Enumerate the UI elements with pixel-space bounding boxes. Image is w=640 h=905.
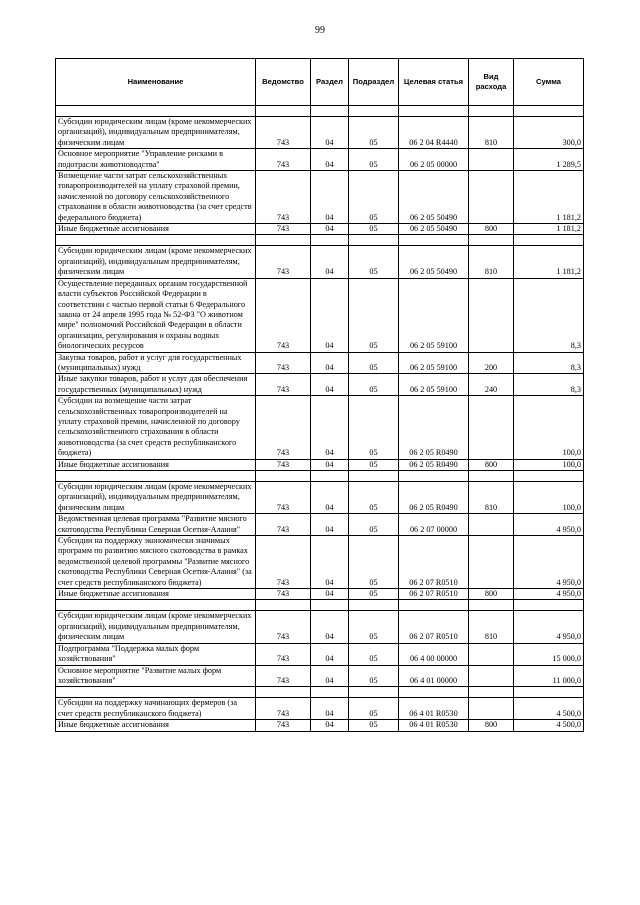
- table-row: [56, 643, 584, 665]
- row-target: 06 4 00 00000: [399, 643, 469, 665]
- row-amount: 4 950,0: [514, 611, 584, 643]
- row-target: 06 2 07 00000: [399, 514, 469, 536]
- table-row: [56, 482, 584, 514]
- table-row: [56, 611, 584, 643]
- row-section: 04: [311, 589, 349, 600]
- table-row: [56, 720, 584, 731]
- row-subsection: 05: [349, 698, 399, 720]
- table-row: [56, 396, 584, 459]
- row-dept: 743: [256, 589, 311, 600]
- table-row: [56, 514, 584, 536]
- row-section: 04: [311, 224, 349, 235]
- row-target: 06 2 05 50490: [399, 246, 469, 278]
- row-exp-type: 800: [469, 224, 514, 235]
- row-exp-type: [469, 536, 514, 589]
- row-amount: 100,0: [514, 396, 584, 459]
- row-amount: 1 181,2: [514, 224, 584, 235]
- table-spacer: [56, 600, 584, 611]
- row-target: 06 4 01 R0530: [399, 720, 469, 731]
- row-amount: 8,3: [514, 352, 584, 374]
- row-exp-type: [469, 514, 514, 536]
- row-name: Подпрограмма "Поддержка малых форм хозяйствования": [56, 643, 256, 665]
- table-row: [56, 374, 584, 396]
- row-name: Основное мероприятие "Управление рисками в подотрасли животноводства": [56, 149, 256, 171]
- table-row: [56, 589, 584, 600]
- row-name: Иные бюджетные ассигнования: [56, 720, 256, 731]
- row-name: Субсидии юридическим лицам (кроме некоммерческих организаций), индивидуальным предпринимателям, физическим лицам: [56, 482, 256, 514]
- table-row: [56, 536, 584, 589]
- table-row: [56, 665, 584, 687]
- row-target: 06 2 05 R0490: [399, 396, 469, 459]
- row-subsection: 05: [349, 224, 399, 235]
- row-exp-type: [469, 665, 514, 687]
- page-number: 99: [315, 25, 325, 36]
- row-exp-type: 810: [469, 117, 514, 149]
- row-dept: 743: [256, 459, 311, 470]
- row-exp-type: [469, 149, 514, 171]
- row-name: Субсидии юридическим лицам (кроме некоммерческих организаций), индивидуальным предпринимателям, физическим лицам: [56, 117, 256, 149]
- row-name: Иные закупки товаров, работ и услуг для обеспечения государственных (муниципальных) нужд: [56, 374, 256, 396]
- row-exp-type: 800: [469, 589, 514, 600]
- row-dept: 743: [256, 224, 311, 235]
- row-subsection: 05: [349, 482, 399, 514]
- table-row: [56, 246, 584, 278]
- row-section: 04: [311, 643, 349, 665]
- row-subsection: 05: [349, 665, 399, 687]
- row-subsection: 05: [349, 396, 399, 459]
- row-amount: 4 950,0: [514, 589, 584, 600]
- row-target: 06 2 07 R0510: [399, 611, 469, 643]
- row-dept: 743: [256, 643, 311, 665]
- row-name: Закупка товаров, работ и услуг для государственных (муниципальных) нужд: [56, 352, 256, 374]
- row-section: 04: [311, 278, 349, 352]
- row-target: 06 2 05 00000: [399, 149, 469, 171]
- row-exp-type: [469, 698, 514, 720]
- row-target: 06 2 05 50490: [399, 171, 469, 224]
- row-amount: 15 000,0: [514, 643, 584, 665]
- row-dept: 743: [256, 246, 311, 278]
- row-section: 04: [311, 171, 349, 224]
- row-amount: 4 950,0: [514, 536, 584, 589]
- row-exp-type: [469, 396, 514, 459]
- row-section: 04: [311, 698, 349, 720]
- row-amount: 1 181,2: [514, 246, 584, 278]
- row-name: Иные бюджетные ассигнования: [56, 459, 256, 470]
- header-amount: Сумма: [514, 59, 584, 106]
- row-dept: 743: [256, 278, 311, 352]
- table-spacer: [56, 687, 584, 698]
- row-dept: 743: [256, 611, 311, 643]
- row-dept: 743: [256, 536, 311, 589]
- row-amount: 100,0: [514, 459, 584, 470]
- row-subsection: 05: [349, 278, 399, 352]
- row-subsection: 05: [349, 459, 399, 470]
- row-name: Субсидии на возмещение части затрат сельскохозяйственных товаропроизводителей на уплату страховой премии, начисленной по договору сельскохозяйственного страхования в области животноводства (за счет средств республиканского бюджета): [56, 396, 256, 459]
- row-dept: 743: [256, 117, 311, 149]
- row-section: 04: [311, 536, 349, 589]
- table-row: [56, 278, 584, 352]
- table-row: [56, 352, 584, 374]
- row-target: 06 2 05 59100: [399, 278, 469, 352]
- row-amount: 11 000,0: [514, 665, 584, 687]
- header-subsection: Подраздел: [349, 59, 399, 106]
- row-exp-type: 800: [469, 720, 514, 731]
- row-exp-type: 810: [469, 482, 514, 514]
- row-section: 04: [311, 611, 349, 643]
- table-spacer: [56, 235, 584, 246]
- row-target: 06 4 01 R0530: [399, 698, 469, 720]
- row-amount: 300,0: [514, 117, 584, 149]
- row-target: 06 2 04 R4440: [399, 117, 469, 149]
- row-dept: 743: [256, 720, 311, 731]
- row-subsection: 05: [349, 149, 399, 171]
- row-dept: 743: [256, 396, 311, 459]
- row-name: Ведомственная целевая программа "Развитие мясного скотоводства Республики Северная Осетия-Алания": [56, 514, 256, 536]
- row-target: 06 2 07 R0510: [399, 589, 469, 600]
- header-section: Раздел: [311, 59, 349, 106]
- row-exp-type: [469, 643, 514, 665]
- row-exp-type: 800: [469, 459, 514, 470]
- row-target: 06 2 07 R0510: [399, 536, 469, 589]
- row-amount: 4 950,0: [514, 514, 584, 536]
- header-dept: Ведомство: [256, 59, 311, 106]
- row-subsection: 05: [349, 643, 399, 665]
- row-name: Иные бюджетные ассигнования: [56, 224, 256, 235]
- row-section: 04: [311, 482, 349, 514]
- row-exp-type: [469, 278, 514, 352]
- row-subsection: 05: [349, 720, 399, 731]
- row-exp-type: 810: [469, 246, 514, 278]
- row-exp-type: 200: [469, 352, 514, 374]
- row-dept: 743: [256, 149, 311, 171]
- row-section: 04: [311, 665, 349, 687]
- row-exp-type: [469, 171, 514, 224]
- row-name: Субсидии юридическим лицам (кроме некоммерческих организаций), индивидуальным предпринимателям, физическим лицам: [56, 246, 256, 278]
- row-subsection: 05: [349, 514, 399, 536]
- row-target: 06 2 05 R0490: [399, 482, 469, 514]
- table-row: [56, 171, 584, 224]
- table-header-row: [56, 59, 584, 106]
- row-subsection: 05: [349, 611, 399, 643]
- row-subsection: 05: [349, 352, 399, 374]
- row-dept: 743: [256, 665, 311, 687]
- budget-table: [55, 58, 584, 732]
- row-section: 04: [311, 514, 349, 536]
- row-exp-type: 240: [469, 374, 514, 396]
- row-name: Возмещение части затрат сельскохозяйственных товаропроизводителей на уплату страховой премии, начисленной по договору сельскохозяйственного страхования в области животноводства (за счет средств федерального бюджета): [56, 171, 256, 224]
- row-section: 04: [311, 246, 349, 278]
- row-name: Субсидии на поддержку начинающих фермеров (за счет средств республиканского бюджета): [56, 698, 256, 720]
- row-subsection: 05: [349, 536, 399, 589]
- row-amount: 1 181,2: [514, 171, 584, 224]
- row-name: Субсидии на поддержку экономически значимых программ по развитию мясного скотоводства в рамках ведомственной целевой программы "Развитие мясного скотоводства Республики Северная Осетия-Алания" (за счет средств республиканского бюджета): [56, 536, 256, 589]
- row-target: 06 2 05 50490: [399, 224, 469, 235]
- row-subsection: 05: [349, 374, 399, 396]
- table-row: [56, 117, 584, 149]
- header-exp-type: Вид расхода: [469, 59, 514, 106]
- row-target: 06 2 05 R0490: [399, 459, 469, 470]
- row-subsection: 05: [349, 117, 399, 149]
- table-row: [56, 459, 584, 470]
- table-spacer: [56, 471, 584, 482]
- row-section: 04: [311, 352, 349, 374]
- header-name: Наименование: [56, 59, 256, 106]
- row-subsection: 05: [349, 589, 399, 600]
- row-name: Иные бюджетные ассигнования: [56, 589, 256, 600]
- row-target: 06 2 05 59100: [399, 352, 469, 374]
- row-dept: 743: [256, 374, 311, 396]
- row-section: 04: [311, 149, 349, 171]
- header-target: Целевая статья: [399, 59, 469, 106]
- row-name: Субсидии юридическим лицам (кроме некоммерческих организаций), индивидуальным предпринимателям, физическим лицам: [56, 611, 256, 643]
- row-section: 04: [311, 374, 349, 396]
- row-dept: 743: [256, 698, 311, 720]
- row-amount: 4 500,0: [514, 698, 584, 720]
- row-amount: 4 500,0: [514, 720, 584, 731]
- row-exp-type: 810: [469, 611, 514, 643]
- row-section: 04: [311, 396, 349, 459]
- row-section: 04: [311, 117, 349, 149]
- table-row: [56, 224, 584, 235]
- row-amount: 1 289,5: [514, 149, 584, 171]
- table-row: [56, 698, 584, 720]
- row-amount: 8,3: [514, 374, 584, 396]
- row-target: 06 2 05 59100: [399, 374, 469, 396]
- row-dept: 743: [256, 514, 311, 536]
- row-dept: 743: [256, 482, 311, 514]
- row-subsection: 05: [349, 171, 399, 224]
- row-subsection: 05: [349, 246, 399, 278]
- row-name: Осуществление переданных органам государственной власти субъектов Российской Федерации в соответствии с частью первой статьи 6 Федерального закона от 24 апреля 1995 года № 52-ФЗ "О животном мире" полномочий Российской Федерации в области организации, регулирования и охраны водных биологических ресурсов: [56, 278, 256, 352]
- row-name: Основное мероприятие "Развитие малых форм хозяйствования": [56, 665, 256, 687]
- row-section: 04: [311, 720, 349, 731]
- row-amount: 8,3: [514, 278, 584, 352]
- row-dept: 743: [256, 171, 311, 224]
- table-spacer: [56, 106, 584, 117]
- row-section: 04: [311, 459, 349, 470]
- row-amount: 100,0: [514, 482, 584, 514]
- table-row: [56, 149, 584, 171]
- row-target: 06 4 01 00000: [399, 665, 469, 687]
- row-dept: 743: [256, 352, 311, 374]
